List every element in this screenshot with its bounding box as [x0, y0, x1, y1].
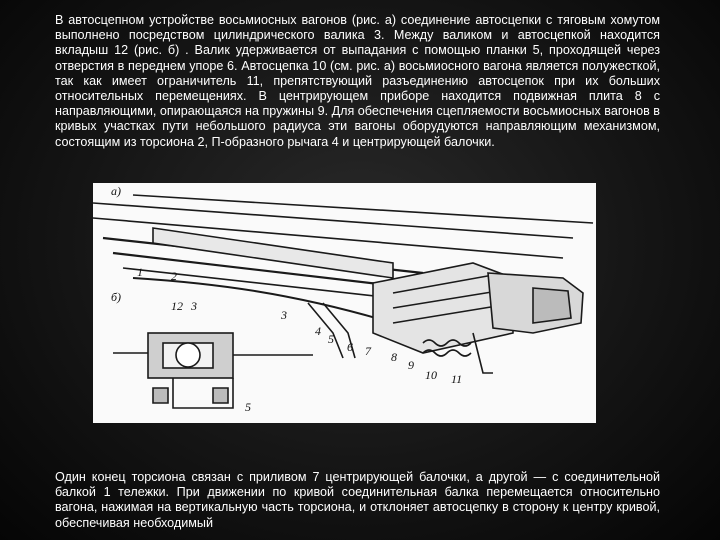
callout-9: 9 [408, 358, 414, 372]
callout-1: 1 [137, 265, 143, 279]
callout-4: 4 [315, 324, 321, 338]
callout-3b: 3 [191, 299, 197, 313]
label-a: а) [111, 184, 121, 198]
coupler-figure [93, 183, 596, 423]
callout-11: 11 [451, 372, 463, 386]
callout-10: 10 [425, 368, 437, 382]
callout-7: 7 [365, 344, 371, 358]
callout-5: 5 [328, 332, 334, 346]
callout-8: 8 [391, 350, 397, 364]
callout-3: 3 [281, 308, 287, 322]
top-paragraph: В автосцепном устройстве восьмиосных вагонов (рис. а) соединение автосцепки с тяговым хомутом выполнено посредством цилиндрического валика 3. Между валиком и автосцепкой находится вкладыш 12 (рис. б) . Валик удерживается от выпадания с помощью планки 5, проходящей через отверстия в переднем упоре 6. Автосцепка 10 (см. рис. а) восьмиосного вагона является полужесткой, так как имеет ограничитель 11, препятствующий разъединению автосцепок при их больших относительных перемещениях. В центрирующем приборе находится подвижная плита 8 с направляющими, опирающаяся на пружины 9. Для обеспечения сцепляемости восьмиосных вагонов в кривых участках пути небольшого радиуса эти вагоны оборудуются направляющим механизмом, состоящим из торсиона 2, П-образного рычага 4 и центрирующей балочки. [55, 13, 660, 149]
callout-6: 6 [347, 340, 353, 354]
callout-5b: 5 [245, 400, 251, 414]
callout-2: 2 [171, 269, 177, 283]
callout-12: 12 [171, 299, 183, 313]
coupler-drawing [93, 183, 596, 423]
bottom-paragraph: Один конец торсиона связан с приливом 7 центрирующей балочки, а другой — с соединительной балкой 1 тележки. При движении по кривой соединительная балка перемещается относительно вагона, нажимая на вертикальную часть торсиона, и отклоняет автосцепку в сторону к центру кривой, обеспечивая необходимый [55, 470, 660, 530]
label-b: б) [111, 290, 122, 304]
